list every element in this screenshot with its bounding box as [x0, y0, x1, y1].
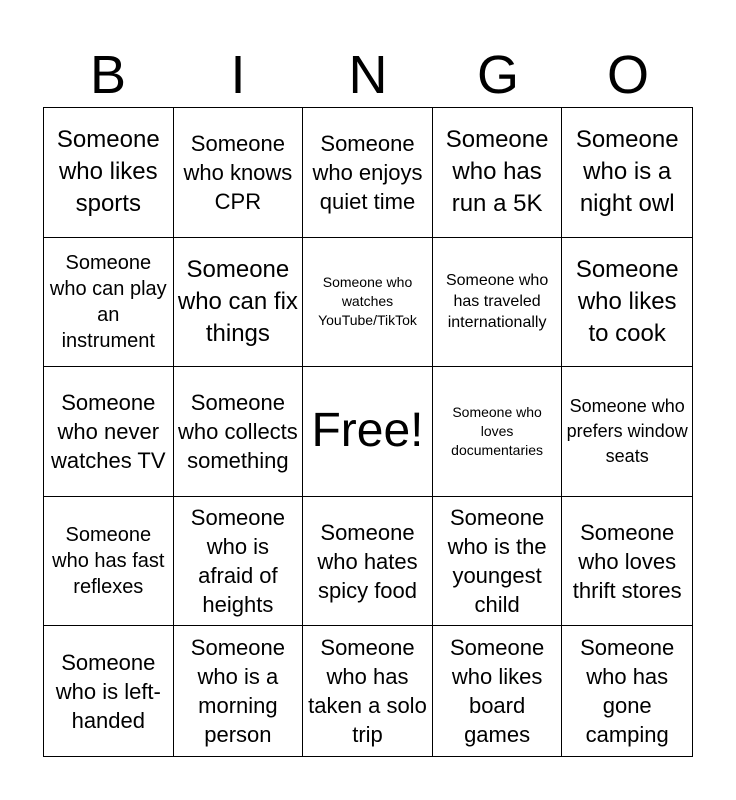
free-space-cell[interactable]: [303, 367, 433, 497]
bingo-cell-text: Someone who can fix things: [177, 255, 298, 347]
bingo-cell-text: Someone who prefers window seats: [566, 395, 688, 466]
bingo-cell-text: Someone who is a night owl: [575, 126, 679, 218]
header-letter-g: G: [476, 45, 519, 105]
bingo-cell[interactable]: [303, 108, 433, 238]
bingo-cell[interactable]: [433, 238, 563, 368]
bingo-cell-text: Someone who is left-handed: [55, 649, 161, 733]
bingo-cell-text: Someone who has run a 5K: [445, 126, 549, 218]
bingo-cell[interactable]: [44, 626, 174, 756]
header-letter-n: N: [348, 45, 388, 105]
bingo-cell-text: Someone who is a morning person: [190, 635, 285, 748]
bingo-cell[interactable]: [44, 367, 174, 497]
bingo-cell[interactable]: [562, 626, 692, 756]
bingo-cell-text: Someone who is the youngest child: [447, 505, 547, 618]
bingo-cell[interactable]: [562, 108, 692, 238]
bingo-cell-text: Someone who never watches TV: [51, 389, 166, 473]
bingo-cell[interactable]: [303, 497, 433, 627]
bingo-cell[interactable]: [44, 238, 174, 368]
bingo-cell[interactable]: [562, 497, 692, 627]
bingo-cell-text: Someone who has traveled internationally: [445, 272, 549, 332]
bingo-board: [43, 107, 693, 757]
bingo-cell-text: Someone who hates spicy food: [317, 519, 418, 603]
bingo-cell[interactable]: [174, 367, 304, 497]
bingo-cell-text: Someone who can play an instrument: [49, 251, 167, 352]
bingo-cell-text: Someone who loves thrift stores: [572, 519, 682, 603]
bingo-cell-text: Someone who enjoys quiet time: [312, 130, 423, 214]
bingo-cell[interactable]: [44, 497, 174, 627]
bingo-cell[interactable]: [174, 497, 304, 627]
bingo-cell-text: Someone who has taken a solo trip: [308, 635, 427, 748]
bingo-cell[interactable]: [433, 497, 563, 627]
bingo-cell[interactable]: [303, 626, 433, 756]
bingo-cell[interactable]: [433, 626, 563, 756]
bingo-cell[interactable]: [174, 238, 304, 368]
bingo-cell-text: Someone who watches YouTube/TikTok: [318, 274, 417, 329]
bingo-cell[interactable]: [433, 108, 563, 238]
bingo-cell-text: Someone who likes sports: [56, 126, 160, 218]
bingo-cell[interactable]: [44, 108, 174, 238]
bingo-cell[interactable]: [303, 238, 433, 368]
bingo-cell-text: Someone who likes board games: [450, 635, 545, 748]
bingo-cell-text: Someone who likes to cook: [575, 255, 679, 347]
header-letter-b: B: [89, 45, 127, 105]
bingo-cell-text: Someone who has gone camping: [580, 635, 675, 748]
bingo-cell[interactable]: [562, 238, 692, 368]
bingo-cell[interactable]: [174, 626, 304, 756]
bingo-cell-text: Someone who is afraid of heights: [190, 505, 285, 618]
bingo-cell-text: Someone who collects something: [177, 389, 298, 473]
bingo-header: [43, 44, 693, 106]
header-letter-i: I: [230, 45, 246, 105]
free-space-text: Free!: [311, 404, 424, 458]
bingo-cell-text: Someone who knows CPR: [183, 130, 293, 214]
header-letter-o: O: [606, 45, 649, 105]
bingo-cell-text: Someone who loves documentaries: [451, 403, 543, 458]
bingo-cell[interactable]: [174, 108, 304, 238]
bingo-cell[interactable]: [562, 367, 692, 497]
bingo-cell-text: Someone who has fast reflexes: [52, 524, 165, 599]
bingo-cell[interactable]: [433, 367, 563, 497]
